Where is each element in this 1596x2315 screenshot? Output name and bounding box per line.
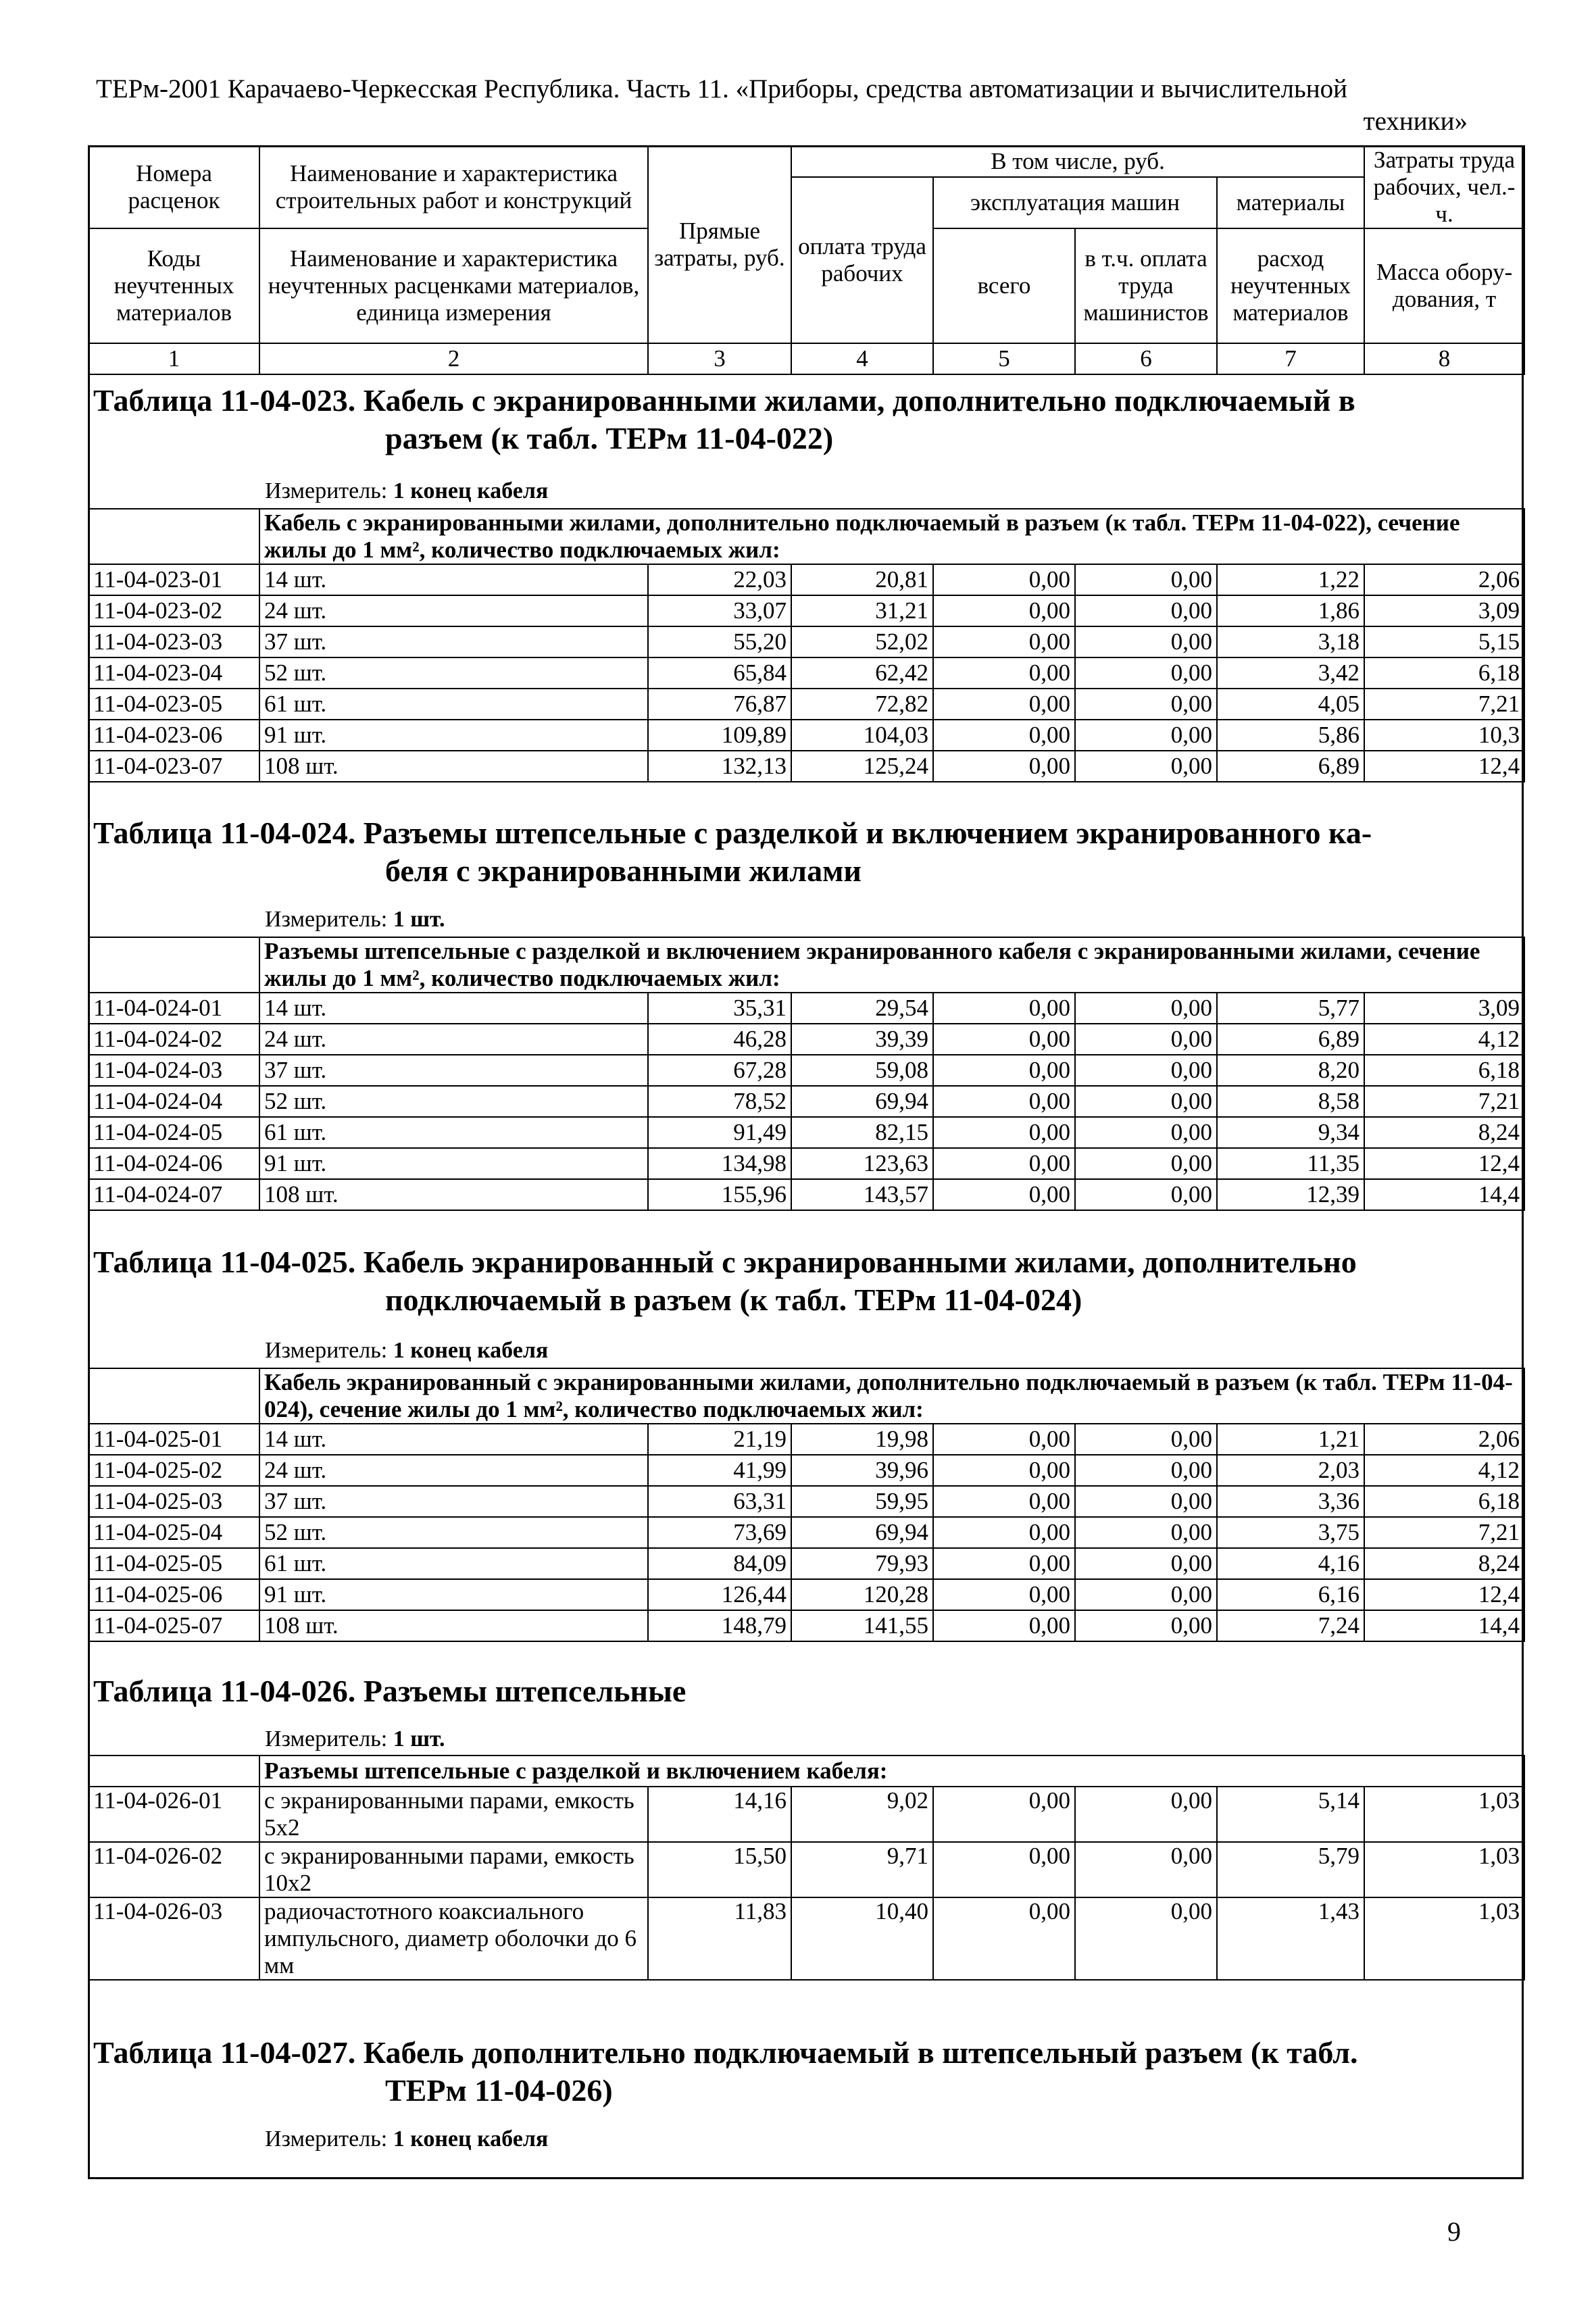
measure-label: Измеритель: — [265, 907, 388, 932]
direct-costs: 84,09 — [648, 1548, 791, 1579]
header-num-4: 4 — [791, 343, 933, 374]
equipment-mass: 7,21 — [1364, 1086, 1524, 1117]
machinist-pay: 0,00 — [1075, 1579, 1217, 1610]
table-row — [89, 1579, 1524, 1610]
table-row — [89, 1486, 1524, 1517]
work-name: радиочастотного коаксиального импульсного, диаметр оболочки до 6 мм — [259, 1897, 648, 1980]
header-name2: Наименование и характеристика неучтенных расценками материалов, единица измерения — [259, 228, 648, 343]
measure-label: Измеритель: — [265, 478, 388, 503]
direct-costs: 91,49 — [648, 1117, 791, 1148]
desc-spacer — [89, 937, 259, 993]
labor-cost: 8,58 — [1217, 1086, 1364, 1117]
direct-costs: 46,28 — [648, 1024, 791, 1055]
machine-total: 0,00 — [933, 1148, 1075, 1179]
table-title-025-line2: подключаемый в разъем (к табл. ТЕРм 11-04-024) — [385, 1283, 1082, 1317]
labor-cost: 1,86 — [1217, 595, 1364, 626]
measure-label: Измеритель: — [265, 1726, 388, 1751]
work-name: 61 шт. — [259, 1548, 648, 1579]
measure-label: Измеритель: — [265, 1338, 388, 1363]
rate-code: 11-04-023-03 — [89, 626, 259, 657]
table-row — [89, 751, 1524, 782]
labor-pay: 59,08 — [791, 1055, 933, 1086]
machine-total: 0,00 — [933, 1055, 1075, 1086]
section-description: Разъемы штепсельные с разделкой и включением экранированного кабеля с экранированными жилами, сечение жилы до 1 мм², количество подключаемых жил: — [259, 937, 1524, 993]
work-name: 14 шт. — [259, 1424, 648, 1455]
machinist-pay: 0,00 — [1075, 595, 1217, 626]
machine-total: 0,00 — [933, 1579, 1075, 1610]
labor-pay: 120,28 — [791, 1579, 933, 1610]
labor-cost: 4,16 — [1217, 1548, 1364, 1579]
equipment-mass: 6,18 — [1364, 1055, 1524, 1086]
header-incl-machinists: в т.ч. оплата труда машинистов — [1075, 228, 1217, 343]
rate-code: 11-04-026-03 — [89, 1897, 259, 1980]
machine-total: 0,00 — [933, 720, 1075, 751]
table-title-025 — [93, 1243, 1512, 1319]
equipment-mass: 7,21 — [1364, 1517, 1524, 1548]
equipment-mass: 6,18 — [1364, 657, 1524, 689]
equipment-mass: 4,12 — [1364, 1024, 1524, 1055]
labor-cost: 7,24 — [1217, 1610, 1364, 1641]
work-name: 52 шт. — [259, 1086, 648, 1117]
labor-cost: 1,43 — [1217, 1897, 1364, 1980]
machinist-pay: 0,00 — [1075, 1548, 1217, 1579]
rate-code: 11-04-025-05 — [89, 1548, 259, 1579]
table-row — [89, 1897, 1524, 1980]
direct-costs: 132,13 — [648, 751, 791, 782]
page-number: 9 — [1447, 2216, 1461, 2247]
work-name: 61 шт. — [259, 1117, 648, 1148]
header-num-5: 5 — [933, 343, 1075, 374]
measure-value: 1 конец кабеля — [393, 1338, 549, 1363]
rate-code: 11-04-024-06 — [89, 1148, 259, 1179]
machinist-pay: 0,00 — [1075, 1517, 1217, 1548]
labor-cost: 11,35 — [1217, 1148, 1364, 1179]
labor-cost: 3,36 — [1217, 1486, 1364, 1517]
labor-cost: 1,21 — [1217, 1424, 1364, 1455]
direct-costs: 11,83 — [648, 1897, 791, 1980]
header-total: всего — [933, 228, 1075, 343]
table-row — [89, 1117, 1524, 1148]
measure-label: Измеритель: — [265, 2126, 388, 2151]
labor-pay: 72,82 — [791, 689, 933, 720]
machine-total: 0,00 — [933, 1024, 1075, 1055]
table-row — [89, 626, 1524, 657]
machinist-pay: 0,00 — [1075, 1117, 1217, 1148]
rate-code: 11-04-025-07 — [89, 1610, 259, 1641]
table-row — [89, 1148, 1524, 1179]
direct-costs: 148,79 — [648, 1610, 791, 1641]
header-rates: Номера расценок — [89, 146, 259, 228]
machinist-pay: 0,00 — [1075, 1179, 1217, 1210]
machine-total: 0,00 — [933, 1842, 1075, 1897]
equipment-mass: 5,15 — [1364, 626, 1524, 657]
equipment-mass: 1,03 — [1364, 1897, 1524, 1980]
table-row — [89, 1024, 1524, 1055]
labor-cost: 5,86 — [1217, 720, 1364, 751]
table-row — [89, 657, 1524, 689]
direct-costs: 65,84 — [648, 657, 791, 689]
labor-pay: 9,71 — [791, 1842, 933, 1897]
header-mass: Масса обору- дования, т — [1364, 228, 1524, 343]
machine-total: 0,00 — [933, 751, 1075, 782]
table-title-023-line1: Таблица 11-04-023. Кабель с экранированными жилами, дополнительно подключаемый в — [93, 383, 1355, 418]
machine-total: 0,00 — [933, 1897, 1075, 1980]
machinist-pay: 0,00 — [1075, 1055, 1217, 1086]
labor-pay: 143,57 — [791, 1179, 933, 1210]
table-row — [89, 720, 1524, 751]
labor-cost: 3,42 — [1217, 657, 1364, 689]
direct-costs: 109,89 — [648, 720, 791, 751]
section-description: Кабель с экранированными жилами, дополнительно подключаемый в разъем (к табл. ТЕРм 11-04-022), сечение жилы до 1 мм², количество подключаемых жил: — [259, 509, 1524, 564]
machinist-pay: 0,00 — [1075, 1148, 1217, 1179]
machinist-pay: 0,00 — [1075, 1486, 1217, 1517]
work-name: 91 шт. — [259, 1579, 648, 1610]
work-name: 14 шт. — [259, 993, 648, 1024]
rate-code: 11-04-025-06 — [89, 1579, 259, 1610]
column-header-table — [88, 145, 1525, 375]
rates-table-025 — [88, 1368, 1525, 1642]
equipment-mass: 1,03 — [1364, 1787, 1524, 1842]
work-name: 37 шт. — [259, 1055, 648, 1086]
machinist-pay: 0,00 — [1075, 657, 1217, 689]
header-name: Наименование и характеристика строительных работ и конструкций — [259, 146, 648, 228]
table-row — [89, 1424, 1524, 1455]
direct-costs: 35,31 — [648, 993, 791, 1024]
machinist-pay: 0,00 — [1075, 751, 1217, 782]
table-row — [89, 595, 1524, 626]
labor-pay: 125,24 — [791, 751, 933, 782]
machinist-pay: 0,00 — [1075, 1897, 1217, 1980]
header-num-2: 2 — [259, 343, 648, 374]
labor-cost: 8,20 — [1217, 1055, 1364, 1086]
labor-pay: 52,02 — [791, 626, 933, 657]
desc-spacer — [89, 509, 259, 564]
header-num-6: 6 — [1075, 343, 1217, 374]
direct-costs: 126,44 — [648, 1579, 791, 1610]
machinist-pay: 0,00 — [1075, 1455, 1217, 1486]
equipment-mass: 2,06 — [1364, 1424, 1524, 1455]
labor-pay: 20,81 — [791, 564, 933, 595]
labor-pay: 19,98 — [791, 1424, 933, 1455]
equipment-mass: 3,09 — [1364, 993, 1524, 1024]
table-row — [89, 993, 1524, 1024]
rate-code: 11-04-023-05 — [89, 689, 259, 720]
document-title — [96, 73, 1468, 138]
rate-code: 11-04-024-01 — [89, 993, 259, 1024]
labor-pay: 39,39 — [791, 1024, 933, 1055]
rate-code: 11-04-024-05 — [89, 1117, 259, 1148]
section-description: Кабель экранированный с экранированными жилами, дополнительно подключаемый в разъем (к табл. ТЕРм 11-04-024), сечение жилы до 1 мм², количество подключаемых жил: — [259, 1368, 1524, 1424]
work-name: 14 шт. — [259, 564, 648, 595]
labor-cost: 5,77 — [1217, 993, 1364, 1024]
machine-total: 0,00 — [933, 564, 1075, 595]
table-title-027-line1: Таблица 11-04-027. Кабель дополнительно подключаемый в штепсельный разъем (к табл. — [93, 2035, 1358, 2070]
rate-code: 11-04-025-03 — [89, 1486, 259, 1517]
table-row — [89, 1548, 1524, 1579]
labor-cost: 5,79 — [1217, 1842, 1364, 1897]
machine-total: 0,00 — [933, 1610, 1075, 1641]
header-machines: эксплуатация машин — [933, 177, 1217, 228]
machinist-pay: 0,00 — [1075, 993, 1217, 1024]
machine-total: 0,00 — [933, 626, 1075, 657]
rate-code: 11-04-023-02 — [89, 595, 259, 626]
direct-costs: 78,52 — [648, 1086, 791, 1117]
direct-costs: 22,03 — [648, 564, 791, 595]
labor-cost: 6,89 — [1217, 751, 1364, 782]
machine-total: 0,00 — [933, 1117, 1075, 1148]
header-materials: материалы — [1217, 177, 1364, 228]
rates-table-024 — [88, 937, 1525, 1211]
equipment-mass: 12,4 — [1364, 1148, 1524, 1179]
work-name: 108 шт. — [259, 1179, 648, 1210]
header-codes: Коды неучтенных материалов — [89, 228, 259, 343]
equipment-mass: 12,4 — [1364, 751, 1524, 782]
machinist-pay: 0,00 — [1075, 1787, 1217, 1842]
measure-value: 1 шт. — [393, 907, 445, 932]
work-name: 108 шт. — [259, 1610, 648, 1641]
equipment-mass: 3,09 — [1364, 595, 1524, 626]
measure-027 — [265, 2126, 548, 2152]
rate-code: 11-04-025-02 — [89, 1455, 259, 1486]
labor-cost: 4,05 — [1217, 689, 1364, 720]
table-title-024-line2: беля с экранированными жилами — [385, 853, 862, 888]
labor-cost: 9,34 — [1217, 1117, 1364, 1148]
direct-costs: 73,69 — [648, 1517, 791, 1548]
header-labor: оплата труда рабочих — [791, 177, 933, 343]
measure-023 — [265, 478, 548, 504]
table-title-023 — [93, 382, 1512, 457]
header-labor-cost: Затраты труда рабочих, чел.-ч. — [1364, 146, 1524, 228]
direct-costs: 63,31 — [648, 1486, 791, 1517]
labor-pay: 69,94 — [791, 1517, 933, 1548]
header-incl: В том числе, руб. — [791, 146, 1364, 177]
header-num-3: 3 — [648, 343, 791, 374]
header-materials-use: расход неучтенных материалов — [1217, 228, 1364, 343]
equipment-mass: 14,4 — [1364, 1610, 1524, 1641]
equipment-mass: 6,18 — [1364, 1486, 1524, 1517]
measure-value: 1 конец кабеля — [393, 2126, 549, 2151]
direct-costs: 55,20 — [648, 626, 791, 657]
labor-pay: 123,63 — [791, 1148, 933, 1179]
rate-code: 11-04-023-07 — [89, 751, 259, 782]
direct-costs: 155,96 — [648, 1179, 791, 1210]
equipment-mass: 4,12 — [1364, 1455, 1524, 1486]
direct-costs: 41,99 — [648, 1455, 791, 1486]
direct-costs: 33,07 — [648, 595, 791, 626]
work-name: 24 шт. — [259, 1024, 648, 1055]
table-title-025-line1: Таблица 11-04-025. Кабель экранированный с экранированными жилами, дополнительно — [93, 1245, 1357, 1279]
work-name: с экранированными парами, емкость 5х2 — [259, 1787, 648, 1842]
labor-pay: 62,42 — [791, 657, 933, 689]
measure-value: 1 шт. — [393, 1726, 445, 1751]
direct-costs: 15,50 — [648, 1842, 791, 1897]
labor-pay: 31,21 — [791, 595, 933, 626]
direct-costs: 76,87 — [648, 689, 791, 720]
labor-cost: 3,18 — [1217, 626, 1364, 657]
measure-026 — [265, 1726, 445, 1752]
rate-code: 11-04-026-02 — [89, 1842, 259, 1897]
labor-pay: 69,94 — [791, 1086, 933, 1117]
rate-code: 11-04-023-04 — [89, 657, 259, 689]
measure-024 — [265, 907, 445, 932]
machine-total: 0,00 — [933, 1179, 1075, 1210]
work-name: с экранированными парами, емкость 10х2 — [259, 1842, 648, 1897]
labor-pay: 29,54 — [791, 993, 933, 1024]
machinist-pay: 0,00 — [1075, 720, 1217, 751]
section-description: Разъемы штепсельные с разделкой и включением кабеля: — [259, 1756, 1524, 1787]
work-name: 37 шт. — [259, 626, 648, 657]
measure-value: 1 конец кабеля — [393, 478, 549, 503]
labor-cost: 12,39 — [1217, 1179, 1364, 1210]
table-row — [89, 564, 1524, 595]
table-row — [89, 689, 1524, 720]
table-title-027 — [93, 2034, 1512, 2110]
machinist-pay: 0,00 — [1075, 626, 1217, 657]
table-row — [89, 1455, 1524, 1486]
labor-cost: 2,03 — [1217, 1455, 1364, 1486]
labor-pay: 104,03 — [791, 720, 933, 751]
table-title-026 — [93, 1672, 1512, 1710]
labor-pay: 39,96 — [791, 1455, 933, 1486]
machinist-pay: 0,00 — [1075, 1424, 1217, 1455]
rate-code: 11-04-025-01 — [89, 1424, 259, 1455]
machine-total: 0,00 — [933, 595, 1075, 626]
labor-pay: 59,95 — [791, 1486, 933, 1517]
equipment-mass: 8,24 — [1364, 1548, 1524, 1579]
document-title-line1: ТЕРм-2001 Карачаево-Черкесская Республика. Часть 11. «Приборы, средства автоматизации и вычислительной — [96, 74, 1347, 103]
table-row — [89, 1179, 1524, 1210]
machinist-pay: 0,00 — [1075, 564, 1217, 595]
table-title-024-line1: Таблица 11-04-024. Разъемы штепсельные с разделкой и включением экранированного ка- — [93, 816, 1372, 850]
rate-code: 11-04-024-03 — [89, 1055, 259, 1086]
rate-code: 11-04-024-04 — [89, 1086, 259, 1117]
work-name: 37 шт. — [259, 1486, 648, 1517]
table-row — [89, 1787, 1524, 1842]
rate-code: 11-04-024-02 — [89, 1024, 259, 1055]
direct-costs: 21,19 — [648, 1424, 791, 1455]
work-name: 24 шт. — [259, 1455, 648, 1486]
desc-spacer — [89, 1756, 259, 1787]
labor-pay: 82,15 — [791, 1117, 933, 1148]
equipment-mass: 7,21 — [1364, 689, 1524, 720]
rate-code: 11-04-026-01 — [89, 1787, 259, 1842]
table-row — [89, 1610, 1524, 1641]
rate-code: 11-04-023-01 — [89, 564, 259, 595]
machinist-pay: 0,00 — [1075, 1024, 1217, 1055]
machine-total: 0,00 — [933, 1787, 1075, 1842]
machine-total: 0,00 — [933, 1548, 1075, 1579]
rate-code: 11-04-023-06 — [89, 720, 259, 751]
machinist-pay: 0,00 — [1075, 1842, 1217, 1897]
labor-cost: 6,16 — [1217, 1579, 1364, 1610]
work-name: 52 шт. — [259, 1517, 648, 1548]
table-row — [89, 1842, 1524, 1897]
header-num-7: 7 — [1217, 343, 1364, 374]
labor-pay: 9,02 — [791, 1787, 933, 1842]
table-title-023-line2: разъем (к табл. ТЕРм 11-04-022) — [385, 421, 834, 455]
labor-pay: 10,40 — [791, 1897, 933, 1980]
work-name: 108 шт. — [259, 751, 648, 782]
machinist-pay: 0,00 — [1075, 1086, 1217, 1117]
labor-cost: 1,22 — [1217, 564, 1364, 595]
equipment-mass: 14,4 — [1364, 1179, 1524, 1210]
equipment-mass: 2,06 — [1364, 564, 1524, 595]
table-row — [89, 1055, 1524, 1086]
work-name: 52 шт. — [259, 657, 648, 689]
direct-costs: 14,16 — [648, 1787, 791, 1842]
equipment-mass: 8,24 — [1364, 1117, 1524, 1148]
machine-total: 0,00 — [933, 1424, 1075, 1455]
direct-costs: 134,98 — [648, 1148, 791, 1179]
machine-total: 0,00 — [933, 993, 1075, 1024]
machinist-pay: 0,00 — [1075, 689, 1217, 720]
work-name: 91 шт. — [259, 720, 648, 751]
equipment-mass: 12,4 — [1364, 1579, 1524, 1610]
equipment-mass: 1,03 — [1364, 1842, 1524, 1897]
machine-total: 0,00 — [933, 1455, 1075, 1486]
work-name: 91 шт. — [259, 1148, 648, 1179]
direct-costs: 67,28 — [648, 1055, 791, 1086]
machinist-pay: 0,00 — [1075, 1610, 1217, 1641]
table-title-027-line2: ТЕРм 11-04-026) — [385, 2073, 613, 2108]
labor-cost: 3,75 — [1217, 1517, 1364, 1548]
machine-total: 0,00 — [933, 689, 1075, 720]
labor-pay: 141,55 — [791, 1610, 933, 1641]
table-title-024 — [93, 814, 1512, 890]
rate-code: 11-04-025-04 — [89, 1517, 259, 1548]
header-num-1: 1 — [89, 343, 259, 374]
document-title-line2: техники» — [1363, 107, 1468, 136]
equipment-mass: 10,3 — [1364, 720, 1524, 751]
machine-total: 0,00 — [933, 657, 1075, 689]
header-direct: Прямые затраты, руб. — [648, 146, 791, 343]
header-num-8: 8 — [1364, 343, 1524, 374]
labor-pay: 79,93 — [791, 1548, 933, 1579]
table-title-026-line1: Таблица 11-04-026. Разъемы штепсельные — [93, 1674, 687, 1708]
machine-total: 0,00 — [933, 1517, 1075, 1548]
labor-cost: 6,89 — [1217, 1024, 1364, 1055]
measure-025 — [265, 1338, 548, 1364]
machine-total: 0,00 — [933, 1086, 1075, 1117]
work-name: 61 шт. — [259, 689, 648, 720]
rates-table-023 — [88, 508, 1525, 782]
work-name: 24 шт. — [259, 595, 648, 626]
rates-table-026 — [88, 1755, 1525, 1981]
machine-total: 0,00 — [933, 1486, 1075, 1517]
desc-spacer — [89, 1368, 259, 1424]
table-row — [89, 1086, 1524, 1117]
rate-code: 11-04-024-07 — [89, 1179, 259, 1210]
table-row — [89, 1517, 1524, 1548]
labor-cost: 5,14 — [1217, 1787, 1364, 1842]
